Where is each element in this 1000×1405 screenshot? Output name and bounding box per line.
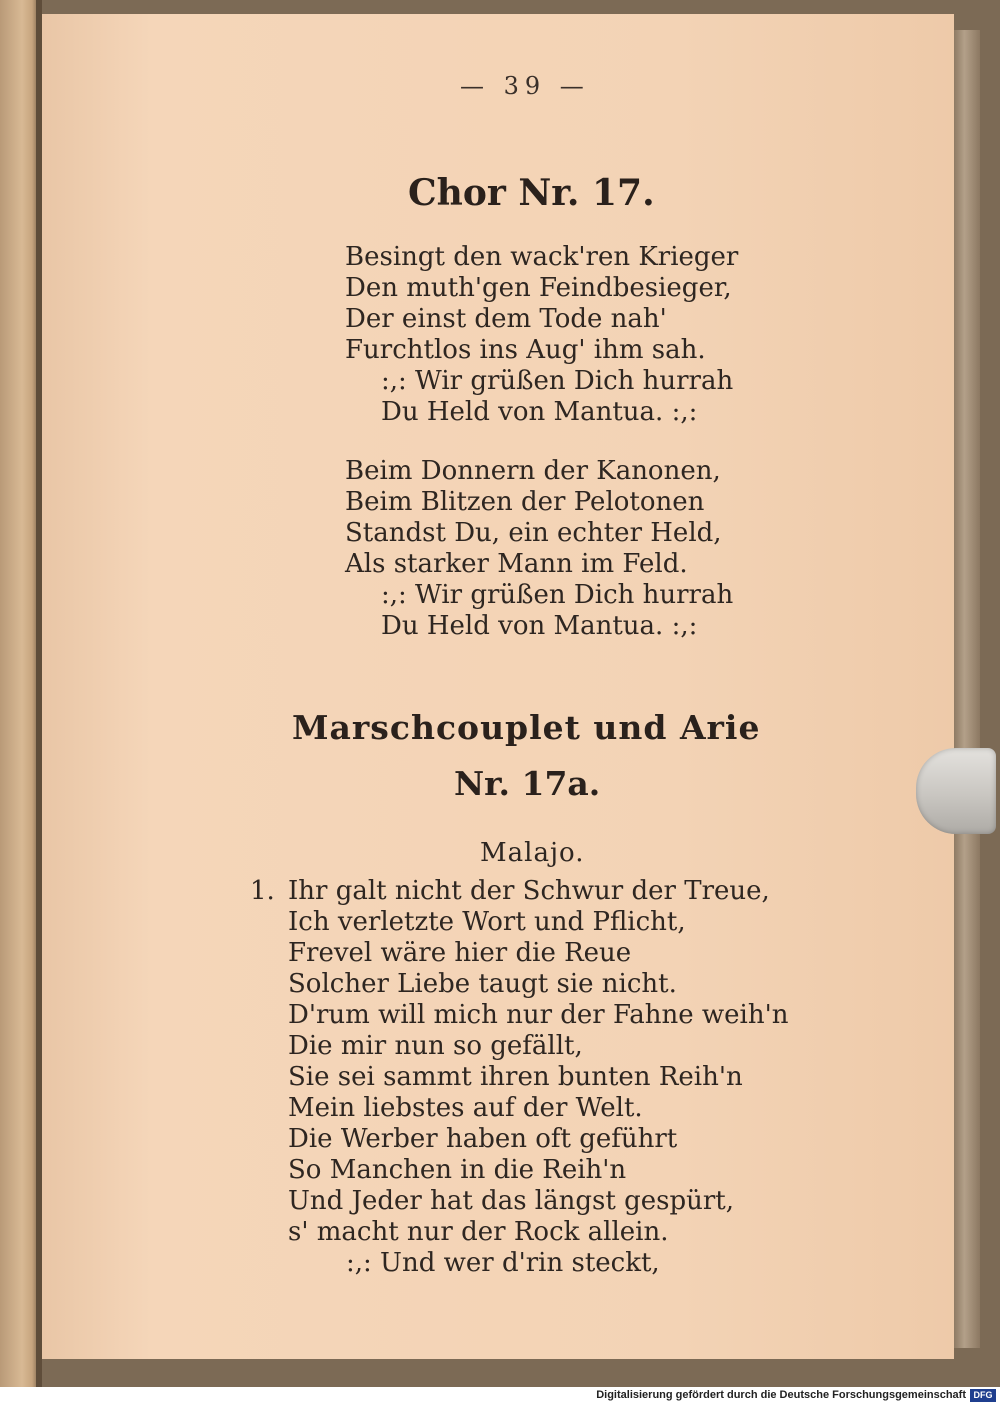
refrain-line: Du Held von Mantua. :,:	[381, 397, 698, 427]
verse-line: s' macht nur der Rock allein.	[288, 1217, 669, 1247]
aria-verse-1	[250, 876, 789, 1279]
verse-line: Mein liebstes auf der Welt.	[288, 1093, 643, 1123]
verse-line: Die Werber haben oft geführt	[288, 1124, 678, 1154]
verse-line: 1. Ihr galt nicht der Schwur der Treue,	[250, 876, 770, 906]
verse-line: Frevel wäre hier die Reue	[288, 938, 632, 968]
section-title-marschcouplet: Marschcouplet und Arie	[292, 708, 761, 747]
left-page-edge	[0, 0, 40, 1387]
verse-line: D'rum will mich nur der Fahne weih'n	[288, 1000, 789, 1030]
dfg-logo: DFG	[970, 1389, 996, 1402]
page-stack-edge	[954, 30, 980, 1348]
section-number-17a: Nr. 17a.	[454, 764, 601, 803]
refrain-line: :,: Wir grüßen Dich hurrah	[381, 580, 734, 610]
refrain-line: Du Held von Mantua. :,:	[381, 611, 698, 641]
footer-credit: Digitalisierung gefördert durch die Deutsche Forschungsgemeinschaft	[596, 1389, 966, 1401]
verse-line: Als starker Mann im Feld.	[345, 549, 688, 579]
stanza-2	[345, 456, 733, 642]
verse-line: Besingt den wack'ren Krieger	[345, 242, 739, 272]
verse-line: So Manchen in die Reih'n	[288, 1155, 627, 1185]
refrain-line: :,: Wir grüßen Dich hurrah	[381, 366, 734, 396]
verse-line: Und Jeder hat das längst gespürt,	[288, 1186, 734, 1216]
page-number: — 39 —	[460, 72, 590, 100]
refrain-line: :,: Und wer d'rin steckt,	[346, 1248, 660, 1278]
verse-line: Solcher Liebe taugt sie nicht.	[288, 969, 677, 999]
stanza-1	[345, 242, 738, 428]
page-tab-marker	[916, 748, 996, 834]
verse-line: Ich verletzte Wort und Pflicht,	[288, 907, 686, 937]
verse-line: Furchtlos ins Aug' ihm sah.	[345, 335, 706, 365]
verse-line: Der einst dem Tode nah'	[345, 304, 667, 334]
verse-line: Standst Du, ein echter Held,	[345, 518, 722, 548]
footer-bar	[0, 1387, 1000, 1405]
verse-line: Beim Donnern der Kanonen,	[345, 456, 721, 486]
section-title-chor-17: Chor Nr. 17.	[408, 172, 655, 214]
verse-line: Den muth'gen Feindbesieger,	[345, 273, 732, 303]
verse-line: Beim Blitzen der Pelotonen	[345, 487, 705, 517]
speaker-name: Malajo.	[480, 838, 585, 868]
verse-number: 1.	[250, 876, 275, 906]
verse-line: Sie sei sammt ihren bunten Reih'n	[288, 1062, 743, 1092]
verse-line: Die mir nun so gefällt,	[288, 1031, 583, 1061]
